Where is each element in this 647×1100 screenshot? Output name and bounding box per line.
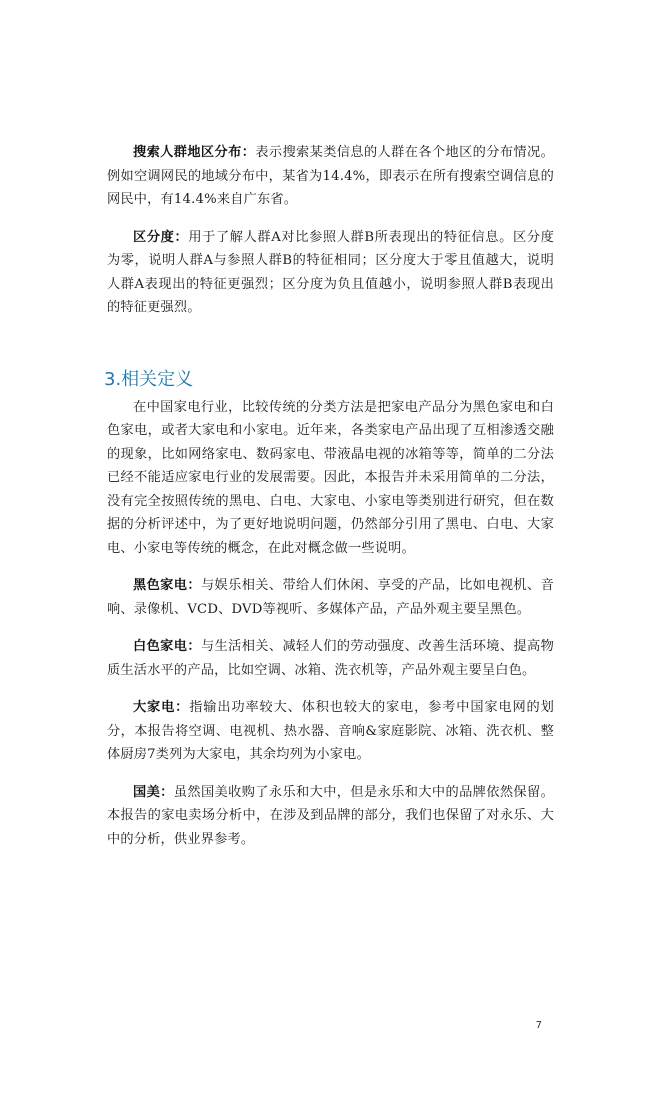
definition-text: 用于了解人群A对比参照人群B所表现出的特征信息。区分度为零，说明人群A与参照人群B的特征相同；区分度大于零且值越大，说明人群A表现出的特征更强烈；区分度为负且值越小，说明参照人群B表现出的特征更强烈。 — [107, 229, 554, 315]
definition-term: 黑色家电： — [133, 578, 201, 593]
definition-large-appliance — [107, 696, 554, 767]
definition-text: 虽然国美收购了永乐和大中，但是永乐和大中的品牌依然保留。本报告的家电卖场分析中，在涉及到品牌的部分，我们也保留了对永乐、大中的分析，供业界参考。 — [107, 784, 554, 847]
definition-term: 区分度： — [133, 229, 189, 245]
definition-white-appliance — [107, 635, 554, 682]
definition-term: 国美： — [133, 784, 174, 800]
definition-term: 搜索人群地区分布： — [133, 145, 256, 160]
section-intro-paragraph: 在中国家电行业，比较传统的分类方法是把家电产品分为黑色家电和白色家电，或者大家电和小家电。近年来，各类家电产品出现了互相渗透交融的现象，比如网络家电、数码家电、带液晶电视的冰箱等等，简单的二分法已经不能适应家电行业的发展需要。因此，本报告并未采用简单的二分法，没有完全按照传统的黑电、白电、大家电、小家电等类别进行研究，但在数据的分析评述中，为了更好地说明问题，仍然部分引用了黑电、白电、大家电、小家电等传统的概念，在此对概念做一些说明。 — [107, 399, 554, 556]
section-heading: 3.相关定义 — [104, 368, 194, 390]
definition-black-appliance — [107, 574, 554, 621]
definition-region-distribution — [107, 141, 554, 212]
definition-term: 白色家电： — [133, 639, 201, 654]
page-content — [104, 141, 554, 851]
definition-text: 与生活相关、减轻人们的劳动强度、改善生活环境、提高物质生活水平的产品，比如空调、冰箱、洗衣机等，产品外观主要呈白色。 — [107, 639, 554, 678]
definition-gome — [107, 781, 554, 852]
definition-text: 指输出功率较大、体积也较大的家电，参考中国家电网的划分，本报告将空调、电视机、热水器、音响&家庭影院、冰箱、洗衣机、整体厨房7类列为大家电，其余均列为小家电。 — [107, 700, 554, 762]
definition-discrimination — [107, 226, 554, 320]
page-number: 7 — [535, 1020, 542, 1031]
spacer — [107, 320, 554, 367]
definition-text: 与娱乐相关、带给人们休闲、享受的产品，比如电视机、音响、录像机、VCD、DVD等视听、多媒体产品，产品外观主要呈黑色。 — [107, 578, 554, 617]
definition-term: 大家电： — [133, 700, 190, 715]
definition-text: 表示搜索某类信息的人群在各个地区的分布情况。例如空调网民的地域分布中，某省为14.4%，即表示在所有搜索空调信息的网民中，有14.4%来自广东省。 — [107, 145, 554, 207]
